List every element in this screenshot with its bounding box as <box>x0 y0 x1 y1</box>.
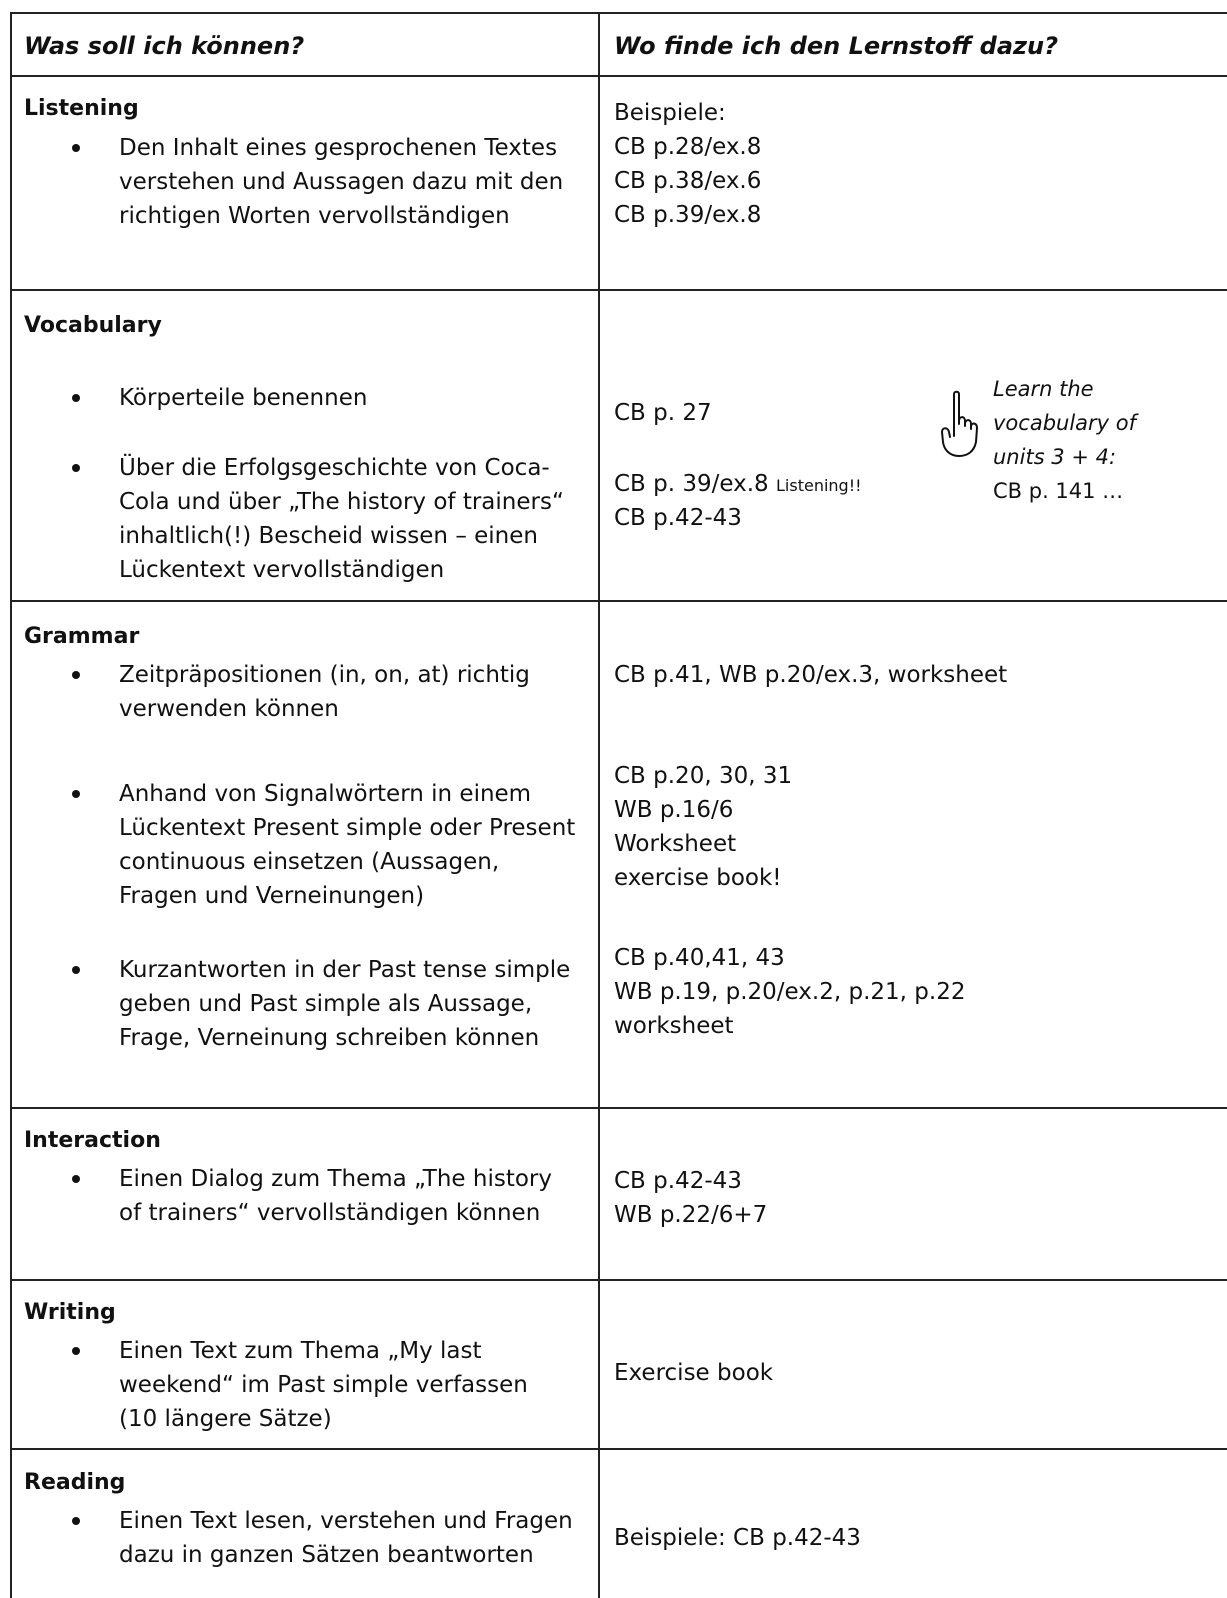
row-divider-interaction <box>10 1279 1227 1281</box>
row-divider-listening <box>10 289 1227 291</box>
listening-ref: CB p.39/ex.8 <box>614 202 762 228</box>
interaction-ref: WB p.22/6+7 <box>614 1202 768 1228</box>
interaction-item-line: Einen Dialog zum Thema „The history <box>119 1166 553 1192</box>
table-border-left <box>10 12 12 1598</box>
listening-ref: CB p.38/ex.6 <box>614 168 762 194</box>
section-title-grammar: Grammar <box>24 624 140 649</box>
listening-ref: Beispiele: <box>614 100 726 126</box>
reading-item-line: Einen Text lesen, verstehen und Fragen <box>119 1508 573 1534</box>
section-title-reading: Reading <box>24 1470 126 1495</box>
grammar-item-line: Anhand von Signalwörtern in einem <box>119 781 532 807</box>
section-title-interaction: Interaction <box>24 1128 161 1153</box>
writing-item-line: Einen Text zum Thema „My last <box>119 1338 482 1364</box>
vocabulary-ref-small: Listening!! <box>776 476 862 495</box>
bullet-dot <box>72 966 80 974</box>
table-border-top <box>10 12 1227 14</box>
writing-ref: Exercise book <box>614 1360 774 1386</box>
vocabulary-ref-main: CB p. 39/ex.8 <box>614 471 769 497</box>
grammar-ref: WB p.16/6 <box>614 797 734 823</box>
grammar-ref: worksheet <box>614 1013 734 1039</box>
reading-item-line: dazu in ganzen Sätzen beantworten <box>119 1542 534 1568</box>
grammar-ref: CB p.41, WB p.20/ex.3, worksheet <box>614 662 1008 688</box>
grammar-ref: exercise book! <box>614 865 782 891</box>
grammar-item-line: continuous einsetzen (Aussagen, <box>119 849 500 875</box>
bullet-dot <box>72 1517 80 1525</box>
bullet-dot <box>72 1347 80 1355</box>
grammar-item-line: Fragen und Verneinungen) <box>119 883 425 909</box>
vocabulary-note-ref: CB p. 141 … <box>993 479 1124 503</box>
listening-ref: CB p.28/ex.8 <box>614 134 762 160</box>
grammar-item-line: Lückentext Present simple oder Present <box>119 815 576 841</box>
vocabulary-ref: CB p.42-43 <box>614 505 742 531</box>
vocabulary-note-line: units 3 + 4: <box>993 445 1117 469</box>
column-divider <box>598 12 600 1598</box>
grammar-ref: CB p.20, 30, 31 <box>614 763 793 789</box>
grammar-item-line: geben und Past simple als Aussage, <box>119 991 533 1017</box>
vocabulary-ref: CB p. 27 <box>614 400 712 426</box>
vocabulary-item-line: Körperteile benennen <box>119 385 368 411</box>
row-divider-vocabulary <box>10 600 1227 602</box>
bullet-dot <box>72 394 80 402</box>
listening-item-line: verstehen und Aussagen dazu mit den <box>119 169 564 195</box>
header-col2: Wo finde ich den Lernstoff dazu? <box>614 32 1059 60</box>
vocabulary-item-line: Lückentext vervollständigen <box>119 557 445 583</box>
section-title-vocabulary: Vocabulary <box>24 313 162 338</box>
row-divider-header <box>10 75 1227 77</box>
grammar-ref: CB p.40,41, 43 <box>614 945 785 971</box>
grammar-ref: Worksheet <box>614 831 737 857</box>
bullet-dot <box>72 790 80 798</box>
section-title-writing: Writing <box>24 1300 116 1325</box>
vocabulary-note-line: vocabulary of <box>993 411 1137 435</box>
row-divider-writing <box>10 1448 1227 1450</box>
interaction-ref: CB p.42-43 <box>614 1168 742 1194</box>
grammar-item-line: Kurzantworten in der Past tense simple <box>119 957 571 983</box>
writing-item-line: weekend“ im Past simple verfassen <box>119 1372 528 1398</box>
bullet-dot <box>72 1175 80 1183</box>
writing-item-line: (10 längere Sätze) <box>119 1406 332 1432</box>
interaction-item-line: of trainers“ vervollständigen können <box>119 1200 541 1226</box>
vocabulary-item-line: Über die Erfolgsgeschichte von Coca- <box>119 455 550 481</box>
vocabulary-item-line: Cola und über „The history of trainers“ <box>119 489 564 515</box>
vocabulary-item-line: inhaltlich(!) Bescheid wissen – einen <box>119 523 538 549</box>
section-title-listening: Listening <box>24 96 139 121</box>
bullet-dot <box>72 144 80 152</box>
pointing-hand-icon <box>939 390 979 460</box>
bullet-dot <box>72 671 80 679</box>
listening-item-line: richtigen Worten vervollständigen <box>119 203 510 229</box>
vocabulary-note-line: Learn the <box>993 377 1094 401</box>
grammar-item-line: verwenden können <box>119 696 339 722</box>
grammar-item-line: Zeitpräpositionen (in, on, at) richtig <box>119 662 530 688</box>
header-col1: Was soll ich können? <box>24 32 305 60</box>
bullet-dot <box>72 464 80 472</box>
grammar-item-line: Frage, Verneinung schreiben können <box>119 1025 540 1051</box>
vocabulary-ref <box>614 468 862 502</box>
reading-ref: Beispiele: CB p.42-43 <box>614 1525 861 1551</box>
row-divider-grammar <box>10 1107 1227 1109</box>
listening-item-line: Den Inhalt eines gesprochenen Textes <box>119 135 558 161</box>
grammar-ref: WB p.19, p.20/ex.2, p.21, p.22 <box>614 979 966 1005</box>
